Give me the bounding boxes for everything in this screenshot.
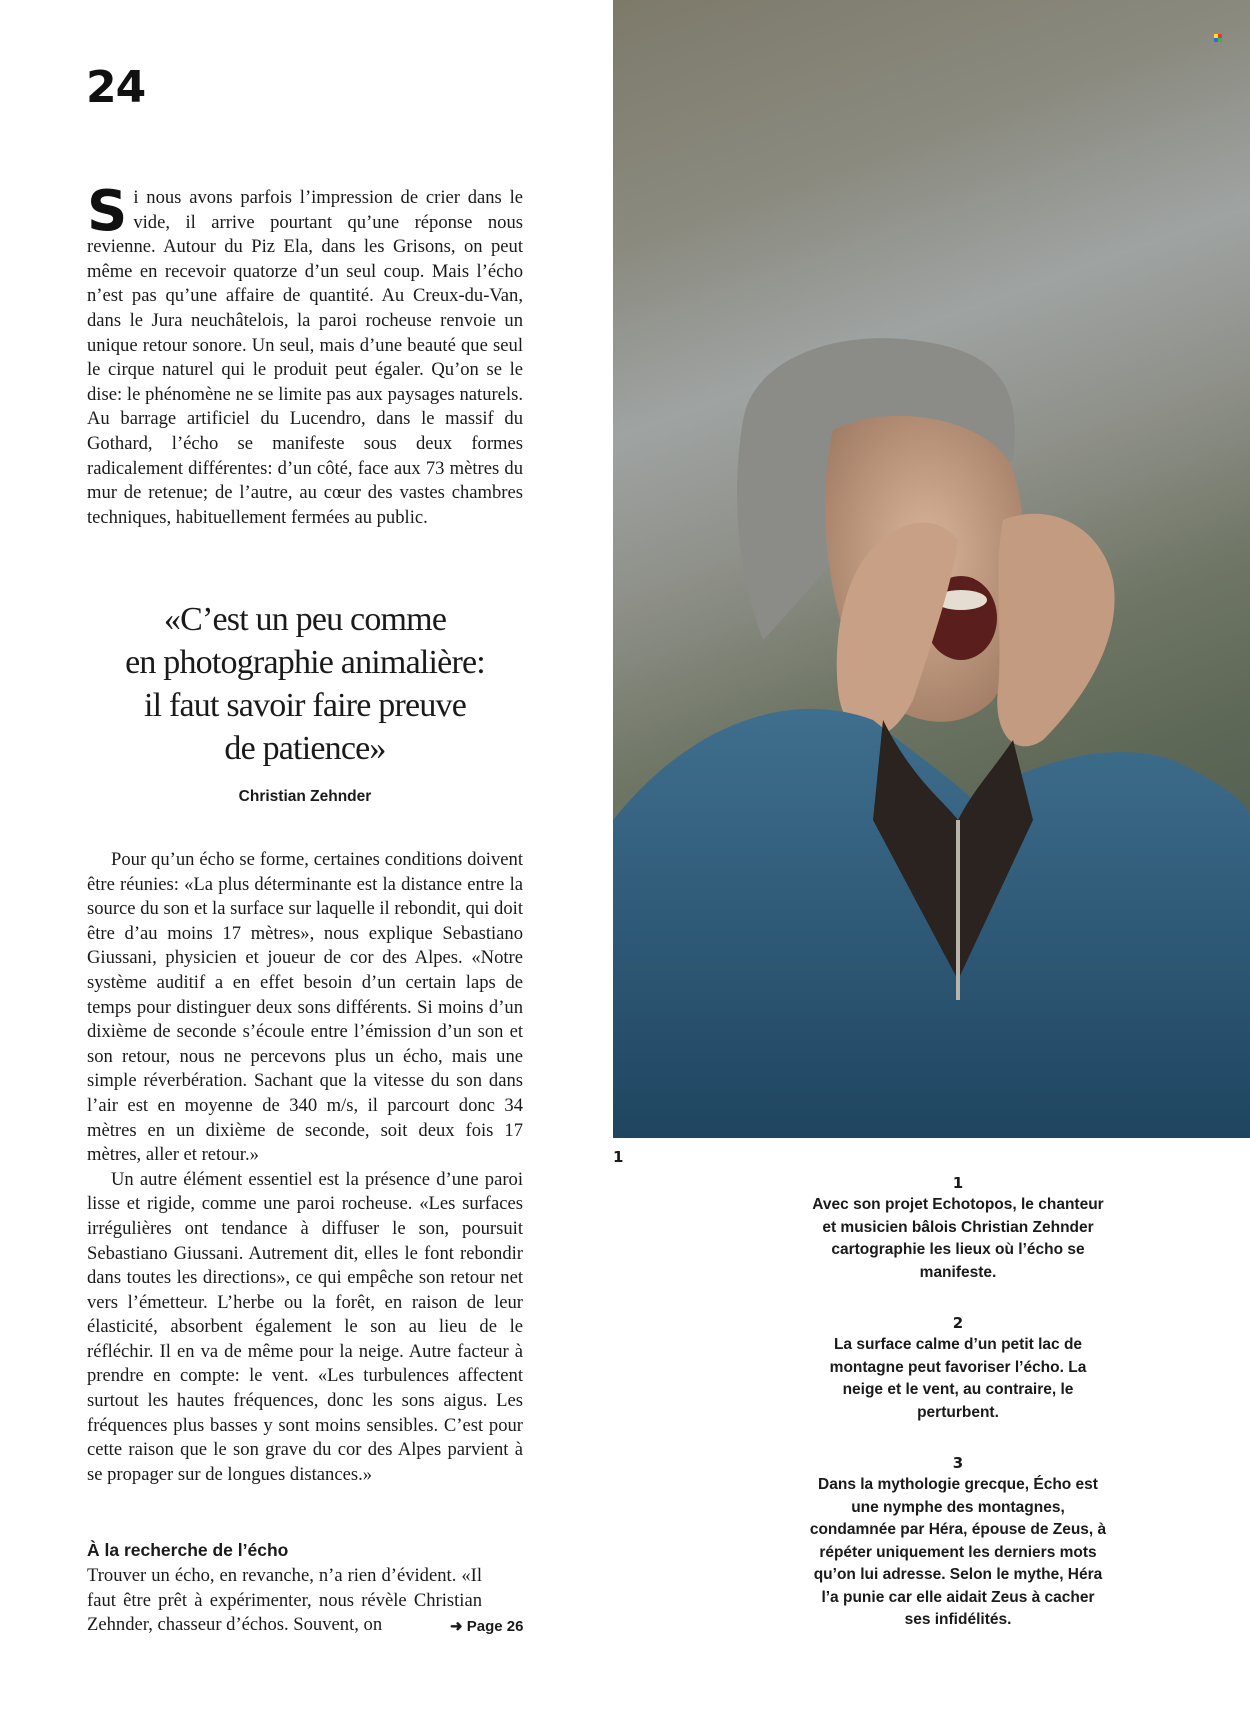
body-paragraph: Pour qu’un écho se forme, certaines conditions doivent être réunies: «La plus déterminante est la distance entre la source du son et la surface sur laquelle il rebondit, qui doit être d’au moins 17 mètres», nous explique Sebastiano Giussani, physicien et joueur de cor des Alpes. «Notre système auditif a en effet besoin d’un certain laps de temps pour distinguer deux sons différents. Si moins d’un dixième de seconde s’écoule entre l’émission d’un son et son retour, nous ne percevons plus un écho, mais une simple réverbération. Sachant que la vitesse du son dans l’air est en moyenne de 340 m/s, il parcourt donc 34 mètres en un dixième de seconde, soit deux fois 17 mètres, aller et retour.»	[87, 849, 523, 1166]
photo-number: 1	[613, 1148, 624, 1166]
caption-number: 3	[952, 1454, 964, 1472]
continue-link[interactable]: ➜ Page 26	[450, 1618, 524, 1635]
intro-paragraph	[87, 179, 523, 530]
shouting-man-photo	[613, 0, 1250, 1138]
caption-item	[808, 1172, 1108, 1284]
pull-quote-line: de patience»	[224, 730, 386, 767]
pull-quote-line: «C’est un peu comme	[163, 601, 447, 638]
caption-text: Avec son projet Echotopos, le chanteur et musicien bâlois Christian Zehnder cartographie les lieux où l’écho se manifeste.	[812, 1196, 1104, 1281]
section-subhead: À la recherche de l’écho	[87, 1540, 289, 1560]
drop-cap: S	[87, 179, 128, 244]
page-number: 24	[86, 62, 146, 113]
caption-item	[808, 1312, 1108, 1424]
body-paragraph: Un autre élément essentiel est la présence d’une paroi lisse et rigide, comme une paroi rocheuse. «Les surfaces irrégulières ont tendance à diffuser le son, poursuit Sebastiano Giussani. Autrement dit, elles le font rebondir dans toutes les directions», ce qui empêche son retour net vers l’émetteur. L’herbe ou la forêt, en raison de leur élasticité, absorbent également le son au lieu de le réfléchir. Il en va de même pour la neige. Autre facteur à prendre en compte: le vent. «Les turbulences affectent surtout les hautes fréquences, donc les sons aigus. Les fréquences plus basses y sont moins sensibles. C’est pour cette raison que le son grave du cor des Alpes parvient à se propager sur de longues distances.»	[87, 1168, 523, 1485]
color-tag-icon	[1214, 34, 1222, 42]
pull-quote-line: en photographie animalière:	[125, 644, 485, 681]
pull-quote-author: Christian Zehnder	[238, 788, 372, 805]
pull-quote-line: il faut savoir faire preuve	[143, 687, 467, 724]
body-paragraph-text: Trouver un écho, en revanche, n’a rien d’évident. «Il faut être prêt à expérimenter, nous révèle Christian Zehnder, chasseur d’échos. Souvent, on	[87, 1565, 482, 1636]
caption-text: Dans la mythologie grecque, Écho est une nymphe des montagnes, condamnée par Héra, épouse de Zeus, à répéter uniquement les derniers mots qu’on lui adresse. Selon le mythe, Héra l’a punie car elle aidait Zeus à cacher ses infidélités.	[809, 1476, 1107, 1628]
pull-quote	[87, 598, 523, 806]
caption-number: 2	[952, 1314, 964, 1332]
intro-text: i nous avons parfois l’impression de crier dans le vide, il arrive pourtant qu’une réponse nous revienne. Autour du Piz Ela, dans les Grisons, on peut même en recevoir quatorze d’un seul coup. Mais l’écho n’est pas qu’une affaire de quantité. Au Creux-du-Van, dans le Jura neuchâtelois, la paroi rocheuse renvoie un unique retour sonore. Un seul, mais d’une beauté que seul le cirque naturel qui le produit peut égaler. Qu’on se le dise: le phénomène ne se limite pas aux paysages naturels. Au barrage artificiel du Lucendro, dans le massif du Gothard, l’écho se manifeste sous deux formes radicalement différentes: d’un côté, face aux 73 mètres du mur de retenue; de l’autre, au cœur des vastes chambres techniques, habituellement fermées au public.	[87, 187, 523, 528]
caption-number: 1	[952, 1174, 964, 1192]
caption-item	[808, 1452, 1108, 1632]
captions	[808, 1172, 1108, 1660]
caption-text: La surface calme d’un petit lac de montagne peut favoriser l’écho. La neige et le vent, au contraire, le perturbent.	[829, 1336, 1087, 1421]
article-body	[87, 848, 523, 1487]
